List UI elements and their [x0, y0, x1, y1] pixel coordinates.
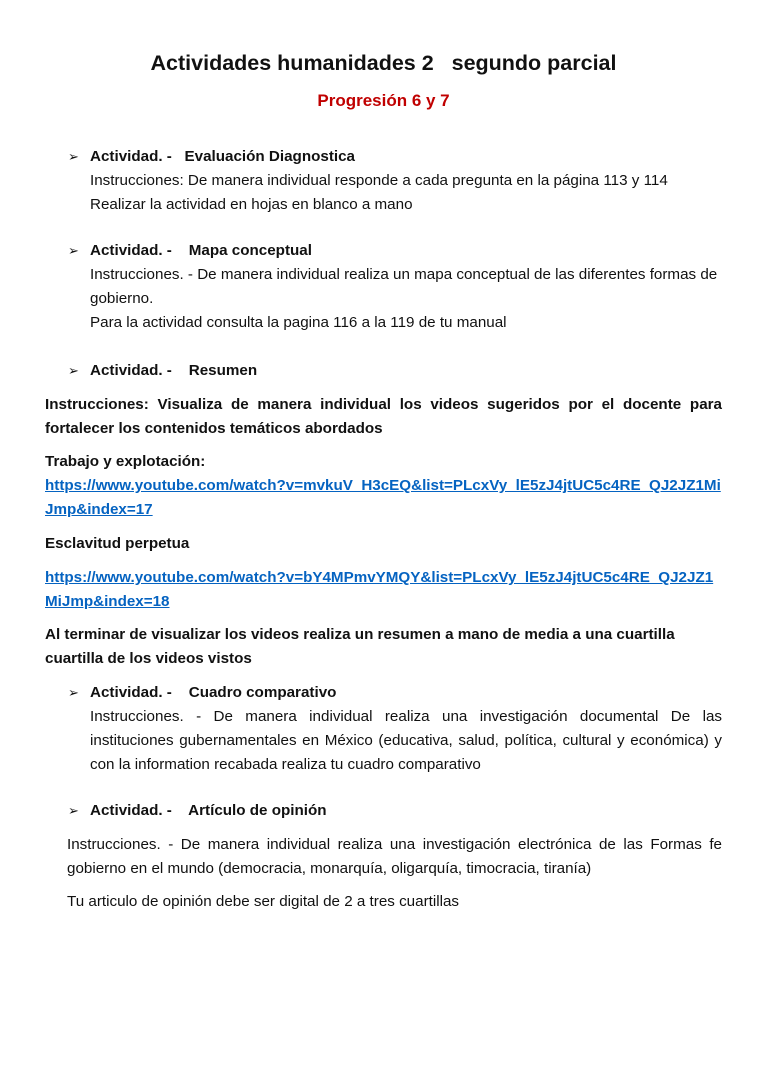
activity-mapa-conceptual	[45, 239, 722, 335]
opinion-instructions: Instrucciones. - De manera individual realiza una investigación electrónica de las Formas fe gobierno en el mundo (democracia, monarquía, oligarquía, timocracia, tiranía)	[67, 836, 722, 877]
activity-diagnostica	[45, 145, 722, 217]
video-link-trabajo[interactable]: https://www.youtube.com/watch?v=mvkuV_H3cEQ&list=PLcxVy_lE5zJ4jtUC5c4RE_QJ2JZ1MiJmp&index=17	[45, 477, 721, 518]
activity-title: Actividad. - Mapa conceptual	[90, 242, 312, 259]
activity-title: Actividad. - Artículo de opinión	[90, 802, 327, 819]
video-link-esclavitud[interactable]: https://www.youtube.com/watch?v=bY4MPmvYMQY&list=PLcxVy_lE5zJ4jtUC5c4RE_QJ2JZ1MiJmp&index=18	[45, 569, 714, 610]
video-title-esclavitud: Esclavitud perpetua	[45, 535, 190, 552]
arrow-bullet-icon: ➢	[68, 685, 79, 700]
activity-title: Actividad. - Cuadro comparativo	[90, 684, 337, 701]
activity-title: Actividad. - Resumen	[90, 362, 258, 379]
resumen-instructions: Instrucciones: Visualiza de manera individual los videos sugeridos por el docente para fortalecer los contenidos temáticos abordados	[45, 396, 722, 437]
activity-heading	[68, 239, 722, 263]
activity-resumen	[45, 359, 722, 383]
activity-heading	[68, 145, 722, 169]
arrow-bullet-icon: ➢	[68, 363, 79, 378]
activity-instructions: Instrucciones: De manera individual responde a cada pregunta en la página 113 y 114	[90, 172, 668, 189]
activity-note: Realizar la actividad en hojas en blanco a mano	[90, 196, 413, 213]
arrow-bullet-icon: ➢	[68, 803, 79, 818]
activity-instructions: Instrucciones. - De manera individual realiza una investigación documental De las instituciones gubernamentales en México (educativa, salud, política, cultural y económica) y con la information recabada realiza tu cuadro comparativo	[90, 708, 722, 773]
activity-heading	[68, 359, 722, 383]
video-title-trabajo: Trabajo y explotación:	[45, 453, 206, 470]
activity-title: Actividad. - Evaluación Diagnostica	[90, 148, 356, 165]
activity-instructions: Instrucciones. - De manera individual realiza un mapa conceptual de las diferentes formas de gobierno.	[90, 266, 718, 307]
resumen-closing-instructions: Al terminar de visualizar los videos realiza un resumen a mano de media a una cuartilla cuartilla de los videos vistos	[45, 626, 675, 667]
activity-note: Para la actividad consulta la pagina 116 a la 119 de tu manual	[90, 314, 507, 331]
arrow-bullet-icon: ➢	[68, 149, 79, 164]
document-subtitle: Progresión 6 y 7	[317, 91, 450, 110]
activity-articulo-opinion	[45, 799, 722, 823]
activity-cuadro-comparativo	[45, 681, 722, 777]
activity-heading	[68, 799, 722, 823]
document-title: Actividades humanidades 2 segundo parcial	[150, 51, 617, 75]
activity-heading	[68, 681, 722, 705]
opinion-length-note: Tu articulo de opinión debe ser digital de 2 a tres cuartillas	[67, 893, 460, 910]
arrow-bullet-icon: ➢	[68, 243, 79, 258]
document-page	[0, 51, 768, 1075]
